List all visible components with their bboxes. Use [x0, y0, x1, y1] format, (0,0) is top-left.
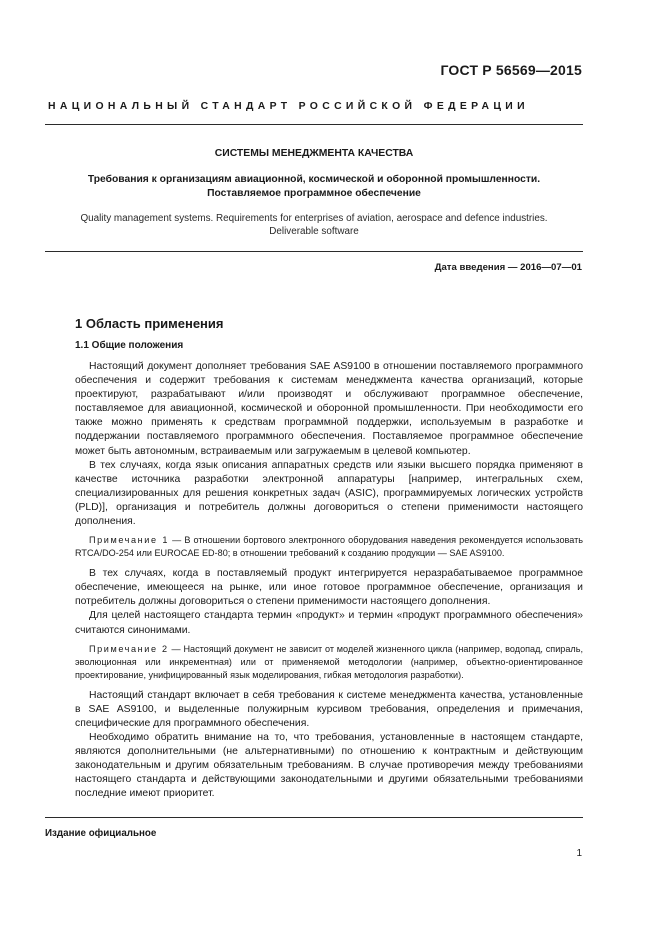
note-2-text: — Настоящий документ не зависит от моделей жизненного цикла (например, водопад, спираль, эволюционная или инкрементная) или от применяемой методологии (например, объектно-ориентированное проектирование, унифицированный язык моделирования, гибкая методология разработки).	[75, 643, 583, 680]
official-edition-label: Издание официальное	[45, 828, 157, 839]
subsection-heading: 1.1 Общие положения	[75, 340, 184, 351]
top-divider	[45, 124, 583, 125]
body-text	[75, 360, 583, 801]
standard-number: ГОСТ Р 56569—2015	[440, 62, 582, 78]
english-title-line-2: Deliverable software	[269, 226, 359, 237]
document-title: СИСТЕМЫ МЕНЕДЖМЕНТА КАЧЕСТВА	[214, 148, 414, 159]
note-1-text: — В отношении бортового электронного оборудования наведения рекомендуется использовать RTCA/DO-254 или EUROCAE ED-80; в отношении требований к созданию продукции — SAE AS9100.	[75, 535, 583, 559]
paragraph-3: В тех случаях, когда в поставляемый продукт интегрируется неразрабатываемое программное обеспечение, имеющееся на рынке, или иное готовое программное обеспечение, организация и потребитель должны договориться о степени применимости настоящего дополнения.	[75, 568, 583, 608]
note-2	[75, 643, 583, 682]
standard-type-heading: НАЦИОНАЛЬНЫЙ СТАНДАРТ РОССИЙСКОЙ ФЕДЕРАЦИИ	[48, 101, 529, 112]
footer-divider	[45, 817, 583, 818]
paragraph-1: Настоящий документ дополняет требования SAE AS9100 в отношении поставляемого программного обеспечения и содержит требования к системам менеджмента качества организаций, которые проектируют, разрабатывают и/или производят и обслуживают программное обеспечение, поставляемое для авиационной, космической и оборонной промышленности. При необходимости его также можно применять к средствам программной поддержки, используемым в разработке и поддержании поставляемого программного обеспечения. Поставляемое программное обеспечение может быть автономным, встраиваемым или загружаемым в целевой компьютер.	[75, 361, 583, 457]
note-1-label: Примечание 1	[89, 535, 170, 546]
section-heading: 1 Область применения	[75, 316, 224, 331]
note-2-label: Примечание 2	[89, 643, 169, 654]
title-divider	[45, 251, 583, 252]
paragraph-6: Необходимо обратить внимание на то, что требования, установленные в настоящем стандарте, являются дополнительными (не альтернативными) по отношению к контрактным и действующим законодательным и другим обязательным требованиям. В случае противоречия между требованиями настоящего стандарта и действующими законодательными и другими обязательными требованиями последние имеют приоритет.	[75, 731, 583, 800]
english-title-line-1: Quality management systems. Requirements for enterprises of aviation, aerospace and defence industries.	[80, 213, 548, 224]
subtitle-line-2: Поставляемое программное обеспечение	[207, 188, 421, 199]
paragraph-4: Для целей настоящего стандарта термин «продукт» и термин «продукт программного обеспечения» считаются синонимами.	[75, 610, 583, 636]
english-title	[45, 212, 583, 238]
document-subtitle	[45, 173, 583, 201]
page-number: 1	[576, 848, 582, 859]
paragraph-2: В тех случаях, когда язык описания аппаратных средств или языки высшего порядка применяют в качестве источника разработки электронной аппаратуры [например, интегральных схем, специализированных для решения конкретных задач (ASIC), программируемых логических устройств (PLD)], организация и потребитель должны договориться о степени применимости настоящего дополнения.	[75, 459, 583, 528]
note-1	[75, 534, 583, 560]
subtitle-line-1: Требования к организациям авиационной, космической и оборонной промышленности.	[87, 174, 541, 185]
paragraph-5: Настоящий стандарт включает в себя требования к системе менеджмента качества, установленные в SAE AS9100, и выделенные полужирным курсивом требования, определения и примечания, специфические для программного обеспечения.	[75, 689, 583, 729]
introduction-date: Дата введения — 2016—07—01	[434, 262, 582, 273]
